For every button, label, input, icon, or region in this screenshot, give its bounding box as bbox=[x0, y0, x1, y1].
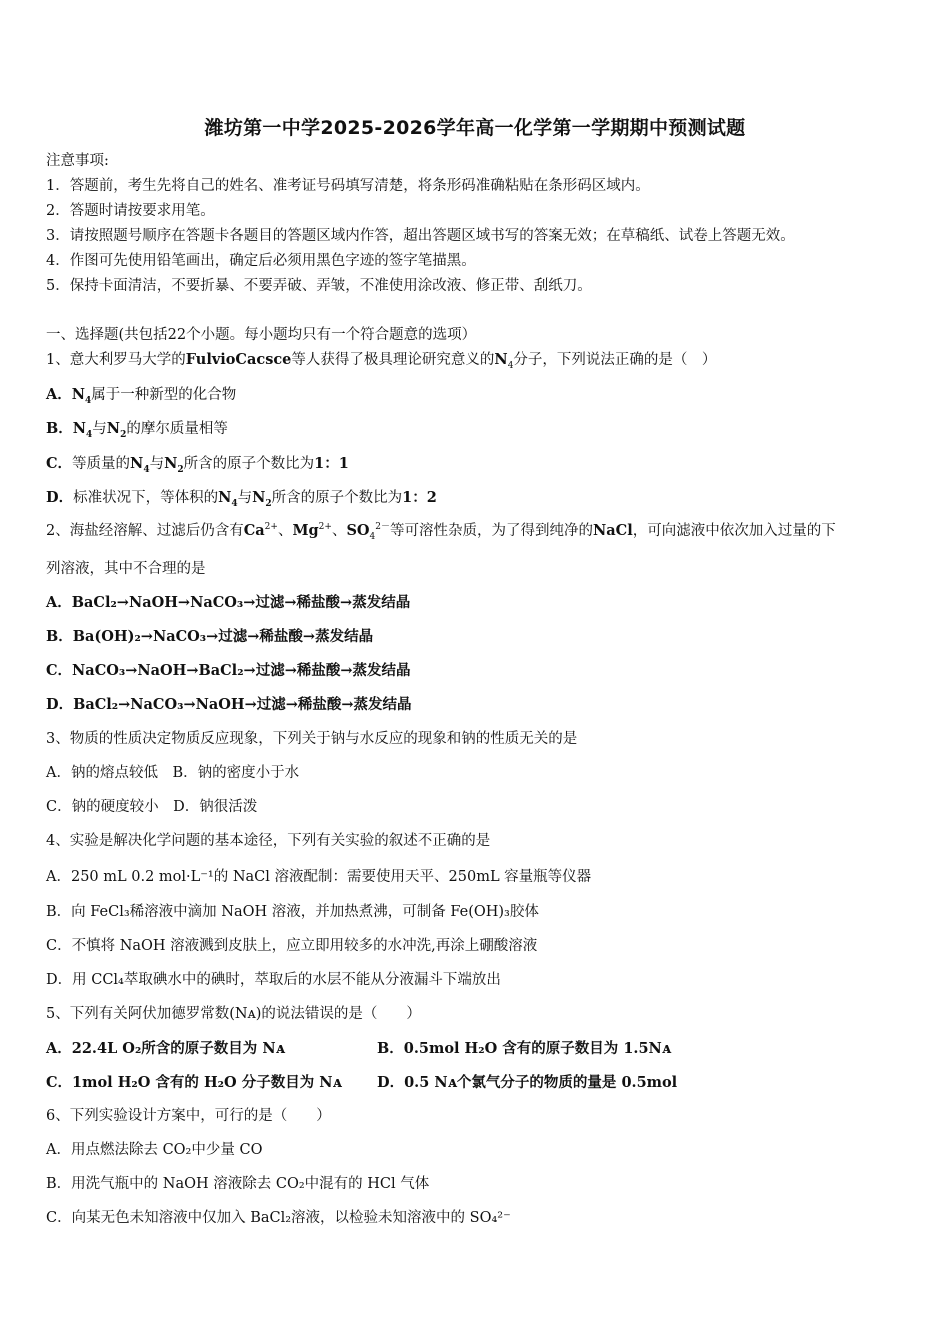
option-label: B． bbox=[46, 420, 73, 437]
notice-item: 3．请按照题号顺序在答题卡各题目的答题区域内作答，超出答题区域书写的答案无效；在草稿纸、试卷上答题无效。 bbox=[46, 228, 795, 244]
option-text: 与 bbox=[237, 490, 253, 506]
notice-item: 1．答题前，考生先将自己的姓名、准考证号码填写清楚，将条形码准确粘贴在条形码区域内。 bbox=[46, 178, 650, 194]
question-3-stem: 3、物质的性质决定物质反应现象，下列关于钠与水反应的现象和钠的性质无关的是 bbox=[46, 731, 578, 747]
section-heading: 一、选择题(共包括22个小题。每小题均只有一个符合题意的选项） bbox=[46, 327, 477, 343]
q3-options-ab: A．钠的熔点较低 B．钠的密度小于水 bbox=[46, 765, 300, 781]
option-text: N bbox=[106, 420, 121, 437]
q2-option-d: D．BaCl₂→NaCO₃→NaOH→过滤→稀盐酸→蒸发结晶 bbox=[46, 696, 412, 713]
question-4-stem: 4、实验是解决化学问题的基本途径，下列有关实验的叙述不正确的是 bbox=[46, 833, 491, 849]
q2-stem-part: 2－ bbox=[375, 522, 391, 533]
q1-stem-part: 分子，下列说法正确的是（ ） bbox=[513, 352, 717, 368]
notice-item: 4．作图可先使用铅笔画出，确定后必须用黑色字迹的签字笔描黑。 bbox=[46, 253, 476, 269]
option-text: N bbox=[71, 386, 86, 403]
option-label: C． bbox=[46, 455, 73, 472]
q2-stem-part: 、 bbox=[331, 523, 347, 539]
option-text: 所含的原子个数比为 bbox=[271, 490, 403, 506]
q2-stem-part: NaCl bbox=[593, 522, 633, 539]
option-text: 2 bbox=[177, 464, 184, 475]
option-text: 标准状况下，等体积的 bbox=[73, 490, 219, 506]
q1-option-b bbox=[46, 420, 228, 438]
option-text: N bbox=[252, 489, 266, 506]
notice-heading: 注意事项: bbox=[46, 153, 109, 169]
option-text: 属于一种新型的化合物 bbox=[91, 387, 237, 403]
option-text: 的摩尔质量相等 bbox=[126, 421, 228, 437]
q5-option-c: C．1mol H₂O 含有的 H₂O 分子数目为 Nᴀ bbox=[46, 1074, 342, 1091]
option-text: 4 bbox=[85, 395, 92, 406]
q5-option-b: B．0.5mol H₂O 含有的原子数目为 1.5Nᴀ bbox=[377, 1040, 672, 1057]
page-title: 潍坊第一中学2025-2026学年高一化学第一学期期中预测试题 bbox=[204, 117, 746, 139]
notice-item: 2．答题时请按要求用笔。 bbox=[46, 203, 215, 219]
question-2-stem-cont: 列溶液，其中不合理的是 bbox=[46, 561, 206, 577]
q2-stem-part: 4 bbox=[369, 531, 376, 542]
q1-stem-part: N bbox=[494, 351, 508, 368]
q1-stem-part: 等人获得了极具理论研究意义的 bbox=[291, 352, 495, 368]
q2-stem-part: Ca bbox=[243, 522, 265, 539]
option-text: 所含的原子个数比为 bbox=[183, 456, 315, 472]
q4-option-b: B．向 FeCl₃稀溶液中滴加 NaOH 溶液，并加热煮沸，可制备 Fe(OH)₃胶体 bbox=[46, 904, 539, 920]
option-text: N bbox=[164, 455, 178, 472]
q2-option-b: B．Ba(OH)₂→NaCO₃→过滤→稀盐酸→蒸发结晶 bbox=[46, 628, 374, 645]
q5-option-d: D．0.5 Nᴀ个氯气分子的物质的量是 0.5mol bbox=[377, 1074, 678, 1091]
q1-stem-part: 4 bbox=[507, 360, 514, 371]
q2-stem-part: SO bbox=[346, 522, 370, 539]
question-5-stem: 5、下列有关阿伏加德罗常数(Nᴀ)的说法错误的是（ ） bbox=[46, 1006, 421, 1022]
option-text: 1：2 bbox=[402, 489, 437, 506]
q2-stem-part: 2+ bbox=[264, 522, 278, 533]
q1-stem-part: 1、意大利罗马大学的 bbox=[46, 352, 186, 368]
q2-stem-part: ，可向滤液中依次加入过量的下 bbox=[632, 523, 836, 539]
q2-stem-part: 2、海盐经溶解、过滤后仍含有 bbox=[46, 523, 244, 539]
notice-item: 5．保持卡面清洁，不要折暴、不要弄破、弄皱，不准使用涂改液、修正带、刮纸刀。 bbox=[46, 278, 592, 294]
q3-options-cd: C．钠的硬度较小 D．钠很活泼 bbox=[46, 799, 258, 815]
q1-option-c bbox=[46, 455, 349, 473]
option-text: 等质量的 bbox=[72, 456, 131, 472]
option-text: 与 bbox=[149, 456, 165, 472]
q4-option-c: C．不慎将 NaOH 溶液溅到皮肤上，应立即用较多的水冲洗,再涂上硼酸溶液 bbox=[46, 938, 538, 954]
option-text: N bbox=[72, 420, 87, 437]
q2-stem-part: 2+ bbox=[318, 522, 332, 533]
option-label: A． bbox=[46, 386, 72, 403]
option-label: D． bbox=[46, 489, 74, 506]
q4-option-a: A．250 mL 0.2 mol·L⁻¹的 NaCl 溶液配制：需要使用天平、250mL 容量瓶等仪器 bbox=[46, 869, 592, 885]
q1-stem-part: FulvioCacsce bbox=[185, 351, 292, 368]
question-6-stem: 6、下列实验设计方案中，可行的是（ ） bbox=[46, 1108, 331, 1124]
option-text: 4 bbox=[86, 429, 93, 440]
q2-option-c: C．NaCO₃→NaOH→BaCl₂→过滤→稀盐酸→蒸发结晶 bbox=[46, 662, 411, 679]
q2-option-a: A．BaCl₂→NaOH→NaCO₃→过滤→稀盐酸→蒸发结晶 bbox=[46, 594, 411, 611]
q6-option-b: B．用洗气瓶中的 NaOH 溶液除去 CO₂中混有的 HCl 气体 bbox=[46, 1176, 430, 1192]
q6-option-a: A．用点燃法除去 CO₂中少量 CO bbox=[46, 1142, 263, 1158]
option-text: 1：1 bbox=[314, 455, 349, 472]
option-text: 与 bbox=[92, 421, 107, 437]
option-text: N bbox=[218, 489, 232, 506]
q2-stem-part: 、 bbox=[277, 523, 293, 539]
option-text: 4 bbox=[143, 464, 150, 475]
option-text: 4 bbox=[231, 498, 238, 509]
q2-stem-part: 等可溶性杂质，为了得到纯净的 bbox=[390, 523, 594, 539]
q1-option-d bbox=[46, 489, 437, 507]
option-text: 2 bbox=[120, 429, 127, 440]
question-1-stem bbox=[46, 351, 716, 369]
q2-stem-part: Mg bbox=[292, 522, 319, 539]
option-text: N bbox=[130, 455, 144, 472]
q1-option-a bbox=[46, 386, 236, 404]
q5-option-a: A．22.4L O₂所含的原子数目为 Nᴀ bbox=[46, 1040, 285, 1057]
q6-option-c: C．向某无色未知溶液中仅加入 BaCl₂溶液，以检验未知溶液中的 SO₄²⁻ bbox=[46, 1210, 511, 1226]
question-2-stem bbox=[46, 522, 836, 540]
q4-option-d: D．用 CCl₄萃取碘水中的碘时，萃取后的水层不能从分液漏斗下端放出 bbox=[46, 972, 501, 988]
option-text: 2 bbox=[265, 498, 272, 509]
